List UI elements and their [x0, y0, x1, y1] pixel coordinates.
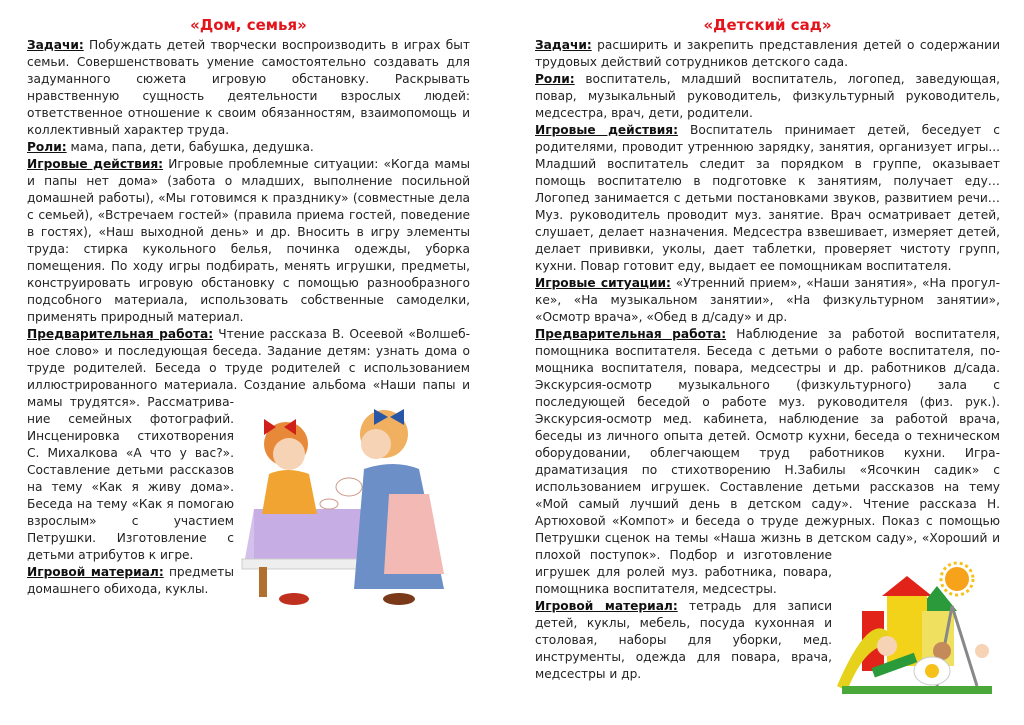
section-title: «Дом, семья» [190, 16, 307, 34]
section-game-material: Игровой материал: предметы домашнего обихода, куклы. [27, 565, 235, 596]
section-title: «Детский сад» [703, 16, 832, 34]
section-roles: Роли: воспитатель, младший воспитатель, логопед, заведующая, повар, музыкальный руководитель, физкультурный руководитель, медсестра, врач, дети, родители. [535, 72, 1000, 120]
section-roles: Роли: мама, папа, дети, бабушка, дедушка. [27, 140, 314, 154]
section-game-material: Игровой материал: тетрадь для записи детей, куклы, мебель, посуда кухонная и столовая, наборы для уборки, мед. инструменты, одежда для повара, врача, медсестры и др. [535, 599, 832, 681]
column-kindergarten [535, 14, 1000, 701]
girls-tea-party-illustration [234, 399, 470, 614]
section-tasks: Задачи: Побуждать детей творчески воспроизводить в играх быт семьи. Совершенствовать умение самостоятельно создавать для задуманного сюжета игровую обстановку. Раскрывать нравственную сущность деятельности взрослых людей: ответственное отношение к своим обязанностям, взаимопомощь и коллективный характер труда. [27, 38, 470, 137]
section-game-actions: Игровые действия: Игровые проблемные ситуации: «Когда мамы и папы нет дома» (забота о младших, выполнение посильной домашней работы), «Мы готовимся к празднику» (совместные дела с семьей), «Встречаем гостей» (правила приема гостей, поведение в гостях), «Наш выходной день» и др. Вносить в игру элементы труда: стирка кукольного белья, починка одежды, уборка помещения. По ходу игры подбирать, менять игрушки, предметы, конструировать игровую обстановку с помощью разнообразного подсобного материала, использовать собственные самоделки, применять природный материал. [27, 157, 471, 324]
section-preliminary-work: Предварительная работа: Наблюдение за работой воспитателя, помощника воспитателя. Беседа с детьми о работе воспитателя, помощника воспитателя, повара, медсестры и др. работников д/сада. Экскурсия-осмотр музыкального (физкультурного) зала с последующей беседой о работе муз. руководителя (физ. рук.). Экскурсия-осмотр мед. кабинета, наблюдение за работой врача, беседы из личного опыта детей. Осмотр кухни, беседа о техническом оборудовании, облегчающем труд работников кухни. Игра-драматизация по стихотворению Н.Забилы «Ясочкин садик» с использованием игрушек. Составление детьми рассказов на тему «Мой самый лучший день в детском саду». Чтение рассказа Н. Артюховой «Компот» и беседа о труде дежурных. Показ с помощью Петрушки сценок на темы «Наша жизнь в детском саду», «Хороший и плохой поступок». Подбор и изготовление игрушек для ролей муз. работника, повара, помощника воспитателя, медсестры. [535, 327, 1000, 596]
section-tasks: Задачи: расширить и закрепить представления детей о содержании трудовых действий сотрудников детского сада. [535, 38, 1000, 69]
section-game-actions: Игровые действия: Воспитатель принимает детей, беседует с родителями, проводит утреннюю зарядку, занятия, организует игры... Младший воспитатель следит за порядком в группе, оказывает помощь воспитателю в подготовке к занятиям, получает еду… Логопед занимается с детьми постановками звуков, развитием речи… Муз. руководитель проводит муз. занятие. Врач осматривает детей, слушает, делает назначения. Медсестра взвешивает, измеряет детей, делает прививки, уколы, дает таблетки, проверяет чистоту групп, кухни. Повар готовит еду, выдает ее помощникам воспитателя. [535, 123, 1000, 273]
section-game-situations: Игровые ситуации: «Утренний прием», «Наши занятия», «На прогулке», «На музыкальном занятии», «На физкультурном занятии», «Осмотр врача», «Обед в д/саду» и др. [535, 276, 1001, 324]
section-preliminary-work: Предварительная работа: Чтение рассказа В. Осеевой «Волшебное слово» и последующая беседа. Задание детям: узнать дома о труде родителей. Беседа о труде родителей с использованием иллюстрированного материала. Создание альбома «Наши папы и мамы трудятся». Рассматривание семейных фотографий. Инсценировка стихотворения С. Михалкова «А что у вас?». Составление детьми рассказов на тему «Как я живу дома». Беседа на тему «Как я помогаю взрослым» с участием Петрушки. Изготовление с детьми атрибутов к игре. [27, 327, 470, 562]
playground-illustration [832, 551, 1000, 701]
column-home-family [27, 14, 470, 614]
